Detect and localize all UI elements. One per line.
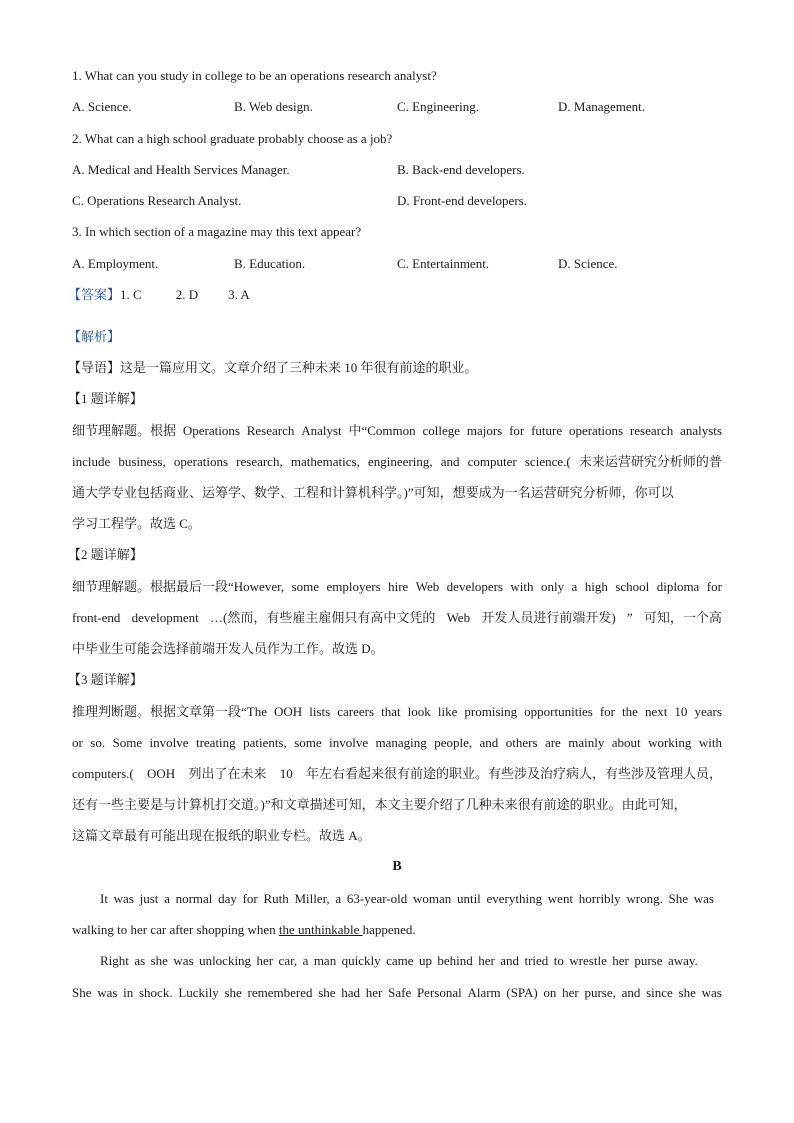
section-b-underlined-phrase: the unthinkable [278, 922, 363, 937]
answer-1: 1. C [120, 287, 142, 302]
question-1-option-b: B. Web design. [234, 99, 313, 114]
question-1-stem: 1. What can you study in college to be an operations research analyst? [72, 68, 437, 83]
question-2-option-c: C. Operations Research Analyst. [72, 193, 242, 208]
question-3-option-a: A. Employment. [72, 256, 159, 271]
q1-detail-line-4: 学习工程学。故选 C。 [72, 516, 201, 531]
answer-3: 3. A [228, 287, 250, 302]
q1-detail-line-2: include business, operations research, mathematics, engineering, and computer science.( 未来运营研究分析师的普 [72, 454, 722, 469]
section-b-p1-line-2-pre: walking to her car after shopping when [72, 922, 279, 937]
answer-label: 【答案】 [68, 287, 121, 302]
q1-detail-line-3: 通大学专业包括商业、运筹学、数学、工程和计算机科学。)”可知，想要成为一名运营研究分析师，你可以 [72, 485, 674, 500]
q3-detail-line-1: 推理判断题。根据文章第一段“The OOH lists careers that look like promising opportunities for the next 10 years [72, 704, 722, 719]
question-3-stem: 3. In which section of a magazine may this text appear? [72, 224, 362, 239]
section-b-heading: B [392, 859, 402, 874]
section-b-p1-line-2 [72, 922, 416, 938]
question-3-option-d: D. Science. [558, 256, 618, 271]
section-b-p2-line-2: She was in shock. Luckily she remembered she had her Safe Personal Alarm (SPA) on her purse, and since she was [72, 985, 722, 1000]
q3-detail-line-3: computers.( OOH 列出了在未来 10 年左右看起来很有前途的职业。有些涉及治疗病人，有些涉及管理人员， [72, 766, 722, 781]
q2-detail-line-3: 中毕业生可能会选择前端开发人员作为工作。故选 D。 [72, 641, 384, 656]
answer-2: 2. D [175, 287, 199, 302]
q3-detail-line-5: 这篇文章最有可能出现在报纸的职业专栏。故选 A。 [72, 828, 371, 843]
analysis-label: 【解析】 [68, 329, 121, 344]
question-1-option-c: C. Engineering. [397, 99, 479, 114]
question-2-option-b: B. Back-end developers. [397, 162, 525, 177]
question-3-option-b: B. Education. [234, 256, 306, 271]
q1-detail-line-1: 细节理解题。根据 Operations Research Analyst 中“Common college majors for future operations research analysts [72, 423, 722, 438]
section-b-p2-line-1: Right as she was unlocking her car, a man quickly came up behind her and tried to wrestle her purse away. [100, 953, 698, 968]
q3-detail-title: 【3 题详解】 [68, 672, 143, 687]
question-3-option-c: C. Entertainment. [397, 256, 490, 271]
section-b-p1-line-2-post: happened. [362, 922, 416, 937]
answer-line [68, 287, 250, 303]
q2-detail-title: 【2 题详解】 [68, 547, 143, 562]
question-1-option-a: A. Science. [72, 99, 132, 114]
analysis-intro: 【导语】这是一篇应用文。文章介绍了三种未来 10 年很有前途的职业。 [68, 360, 478, 375]
question-2-option-d: D. Front-end developers. [397, 193, 527, 208]
q2-detail-line-2: front-end development …(然而，有些雇主雇佣只有高中文凭的 Web 开发人员进行前端开发) ” 可知，一个高 [72, 610, 722, 625]
q1-detail-title: 【1 题详解】 [68, 391, 143, 406]
q3-detail-line-2: or so. Some involve treating patients, some involve managing people, and others are mainly about working with [72, 735, 722, 750]
question-1-option-d: D. Management. [558, 99, 646, 114]
question-2-stem: 2. What can a high school graduate probably choose as a job? [72, 131, 393, 146]
q2-detail-line-1: 细节理解题。根据最后一段“However, some employers hire Web developers with only a high school diploma for [72, 579, 722, 594]
section-b-p1-line-1: It was just a normal day for Ruth Miller, a 63-year-old woman until everything went horribly wrong. She was [100, 891, 714, 906]
q3-detail-line-4: 还有一些主要是与计算机打交道。)”和文章描述可知，本文主要介绍了几种未来很有前途的职业。由此可知， [72, 797, 687, 812]
question-2-option-a: A. Medical and Health Services Manager. [72, 162, 290, 177]
